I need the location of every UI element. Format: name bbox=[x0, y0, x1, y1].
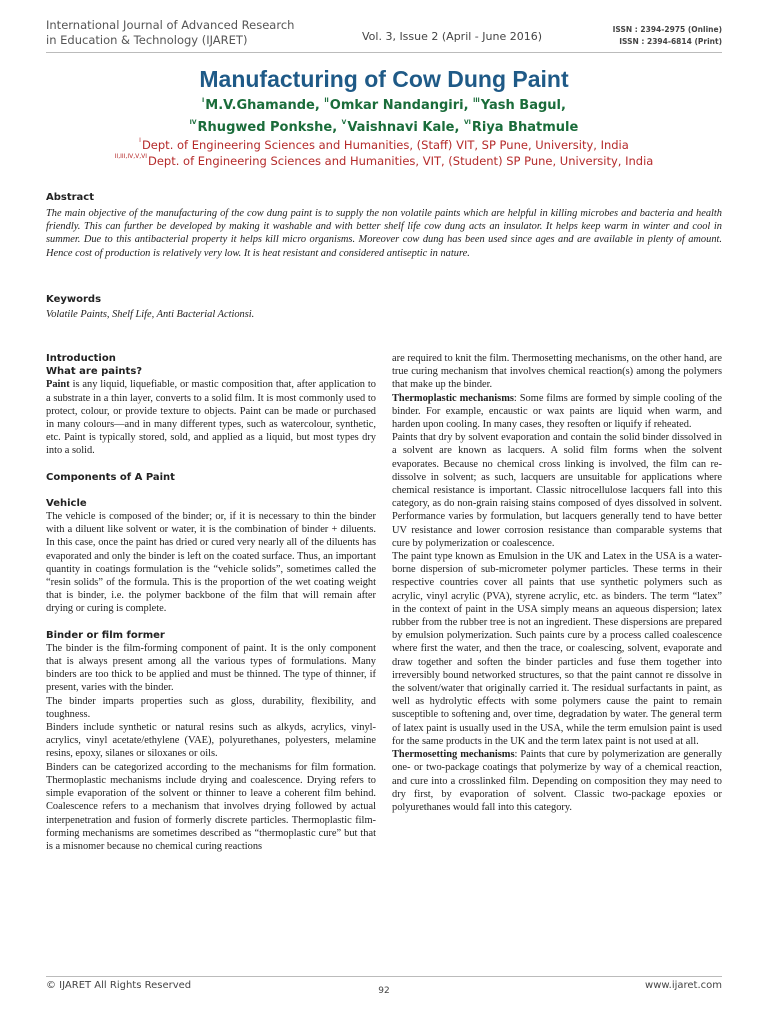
thermoplastic-paragraph bbox=[392, 392, 722, 432]
abstract-heading: Abstract bbox=[46, 192, 95, 203]
introduction-heading: Introduction bbox=[46, 353, 116, 364]
paint-term: Paint bbox=[46, 379, 70, 391]
author-name: Riya Bhatmule bbox=[471, 120, 579, 135]
paint-definition-text: is any liquid, liquefiable, or mastic composition that, after application to a substrate in a thin layer, converts to a solid film. It is most commonly used to protect, colour, or provide texture to objects. Paint can be made or purchased in many colours—and in many different types, such as watercolour, synthetic, etc. Paint is typically stored, sold, and applied as a liquid, but most types dry into a solid. bbox=[46, 379, 376, 457]
author-sup: VI bbox=[463, 119, 471, 126]
author-sup: I bbox=[202, 97, 205, 104]
author-name: M.V.Ghamande, bbox=[205, 98, 325, 113]
paint-definition bbox=[46, 378, 376, 457]
emulsion-paragraph: The paint type known as Emulsion in the UK and Latex in the USA is a water-borne dispersion of sub-micrometer polymer particles. These terms in their respective countries cover all paints that use synthetic polymers such as acrylic, vinyl acrylic (PVA), styrene acrylic, etc. as binders. The term “latex” in the context of paint in the USA simply means an aqueous dispersion; latex rubber from the rubber tree is not an ingredient. These dispersions are prepared by emulsion polymerization. Such paints cure by a process called coalescence where first the water, and then the trace, or coalescing, solvent, evaporate and draw together and soften the binder particles and fuse them together into irreversibly bound networked structures, so that the paint cannot re dissolve in the solvent/water that originally carried it. The residual surfactants in paint, as well as hydrolytic effects with some polymers cause the paint to remain susceptible to softening and, over time, degradation by water. The general term of latex paint is usually used in the USA, while the term emulsion paint is used for the same products in the UK and the term latex paint is not used at all. bbox=[392, 551, 722, 747]
issn-block bbox=[613, 24, 722, 48]
issn-online: ISSN : 2394-2975 (Online) bbox=[612, 25, 722, 34]
paper-title: Manufacturing of Cow Dung Paint bbox=[199, 66, 569, 92]
lacquer-paragraph: Paints that dry by solvent evaporation and contain the solid binder dissolved in a solvent are known as lacquers. A solid film forms when the solvent evaporates. Because no chemical cross linking is involved, the film can re-dissolve in solvent; as such, lacquers are unsuitable for applications where chemical resistance is important. Classic nitrocellulose lacquers fall into this category, as do non-grain raising stains composed of dyes dissolved in solvent. Performance varies by formulation, but lacquers generally tend to have better UV resistance and lower corrosion resistance than comparable systems that cure by polymerization or coalescence. bbox=[392, 432, 722, 549]
author-name: Rhugwed Ponkshe, bbox=[197, 120, 342, 135]
what-are-paints-heading: What are paints? bbox=[46, 366, 143, 378]
issn-print: ISSN : 2394-6814 (Print) bbox=[619, 37, 722, 46]
affiliation-text: Dept. of Engineering Sciences and Humanities, (Staff) VIT, SP Pune, University, India bbox=[141, 138, 629, 152]
affiliation-sup: II,III,IV,V,VI bbox=[114, 153, 147, 160]
affiliation-sup: I bbox=[139, 137, 141, 144]
thermosetting-paragraph bbox=[392, 748, 722, 814]
author-line-2 bbox=[0, 120, 768, 135]
binder-paragraph-1: The binder is the film-forming component of paint. It is the only component that is always present among all the various types of formulations. Many binders are too thick to be applied and must be thinned. The type of thinner, if present, varies with the binder. bbox=[46, 642, 376, 694]
binder-paragraph-3: Binders include synthetic or natural resins such as alkyds, acrylics, vinyl-acrylics, vinyl acetate/ethylene (VAE), polyurethanes, polyesters, melamine resins, epoxy, silanes or siloxanes or oils. bbox=[46, 722, 376, 760]
journal-name bbox=[46, 18, 294, 48]
binder-paragraph-2: The binder imparts properties such as gloss, durability, flexibility, and toughness. bbox=[46, 695, 376, 720]
thermoplastic-term: Thermoplastic mechanisms bbox=[392, 392, 514, 404]
components-heading: Components of A Paint bbox=[46, 471, 175, 483]
author-name: Yash Bagul, bbox=[480, 98, 566, 113]
journal-name-line1: International Journal of Advanced Research bbox=[46, 18, 295, 32]
website-link[interactable]: www.ijaret.com bbox=[645, 980, 722, 991]
affiliation-2 bbox=[0, 154, 768, 168]
thermoplastic-text: : Some films are formed by simple cooling of the binder. For example, encaustic or wax paints are liquid when warm, and harden upon cooling. In many cases, they resoften or liquify if reheated. bbox=[392, 392, 722, 431]
author-name: Omkar Nandangiri, bbox=[329, 98, 474, 113]
author-sup: III bbox=[473, 97, 480, 104]
column-left bbox=[46, 352, 376, 853]
copyright-notice: © IJARET All Rights Reserved bbox=[46, 980, 192, 991]
keywords-heading: Keywords bbox=[46, 294, 102, 305]
author-line-1 bbox=[0, 98, 768, 113]
binder-paragraph-4: Binders can be categorized according to the mechanisms for film formation. Thermoplastic mechanisms include drying and coalescence. Drying refers to simple evaporation of the solvent or thinner to leave a coherent film behind. Coalescence refers to a mechanism that involves drying followed by actual interpenetration and fusion of formerly discrete particles. Thermoplastic film-forming mechanisms are sometimes described as “thermoplastic cure” but that is a misnomer because no chemical curing reactions bbox=[46, 761, 376, 852]
header-divider bbox=[46, 52, 722, 53]
author-sup: IV bbox=[189, 119, 197, 126]
binder-heading: Binder or film former bbox=[46, 629, 165, 641]
vehicle-paragraph: The vehicle is composed of the binder; or, if it is necessary to thin the binder with a diluent like solvent or water, it is the combination of binder + diluents. In this case, once the paint has dried or cured very nearly all of the diluents has evaporated and only the binder is left on the coated surface. Thus, an important quantity in coatings formulation is the “vehicle solids”, sometimes called the “resin solids” of the formula. This is the proportion of the wet coating weight that is binder, i.e. the polymer backbone of the film that will remain after drying or curing is complete. bbox=[46, 511, 376, 615]
continuation-paragraph: are required to knit the film. Thermosetting mechanisms, on the other hand, are true curing mechanism that involves chemical reaction(s) among the polymers that make up the binder. bbox=[392, 353, 722, 391]
abstract-text: The main objective of the manufacturing of the cow dung paint is to supply the non volatile paints which are helpful in killing microbes and bacteria and health friendly. This can further be developed by making it washable and with better shelf life cow dung acts an insulator. It helps keep warm in winter and cool in summer. Due to this antibacterial property it helps kill micro organisms. Moreover cow dung has been used since ages and are available in plenty of amount. Hence cost of production is relatively very low. It is heat resistant and considered antiseptic in nature. bbox=[46, 208, 722, 259]
author-name: Vaishnavi Kale, bbox=[347, 120, 464, 135]
thermosetting-term: Thermosetting mechanisms bbox=[392, 749, 515, 761]
thermosetting-text: : Paints that cure by polymerization are generally one- or two-package coatings that polymerize by way of a chemical reaction, and cure into a crosslinked film. Depending on composition they may need to dry first, by evaporation of solvent. Classic two-package epoxies or polyurethanes would fall into this category. bbox=[392, 749, 722, 813]
affiliation-text: Dept. of Engineering Sciences and Humanities, VIT, (Student) SP Pune, University, India bbox=[148, 154, 654, 168]
keywords-text: Volatile Paints, Shelf Life, Anti Bacterial Actionsi. bbox=[46, 309, 255, 320]
affiliation-1 bbox=[0, 138, 768, 152]
footer-divider bbox=[46, 976, 722, 977]
column-right bbox=[392, 352, 722, 814]
journal-name-line2: in Education & Technology (IJARET) bbox=[46, 33, 248, 47]
page-number: 92 bbox=[378, 986, 390, 996]
author-sup: V bbox=[341, 119, 347, 126]
vehicle-heading: Vehicle bbox=[46, 497, 87, 509]
author-sup: II bbox=[324, 97, 329, 104]
issue-info: Vol. 3, Issue 2 (April - June 2016) bbox=[362, 30, 543, 43]
